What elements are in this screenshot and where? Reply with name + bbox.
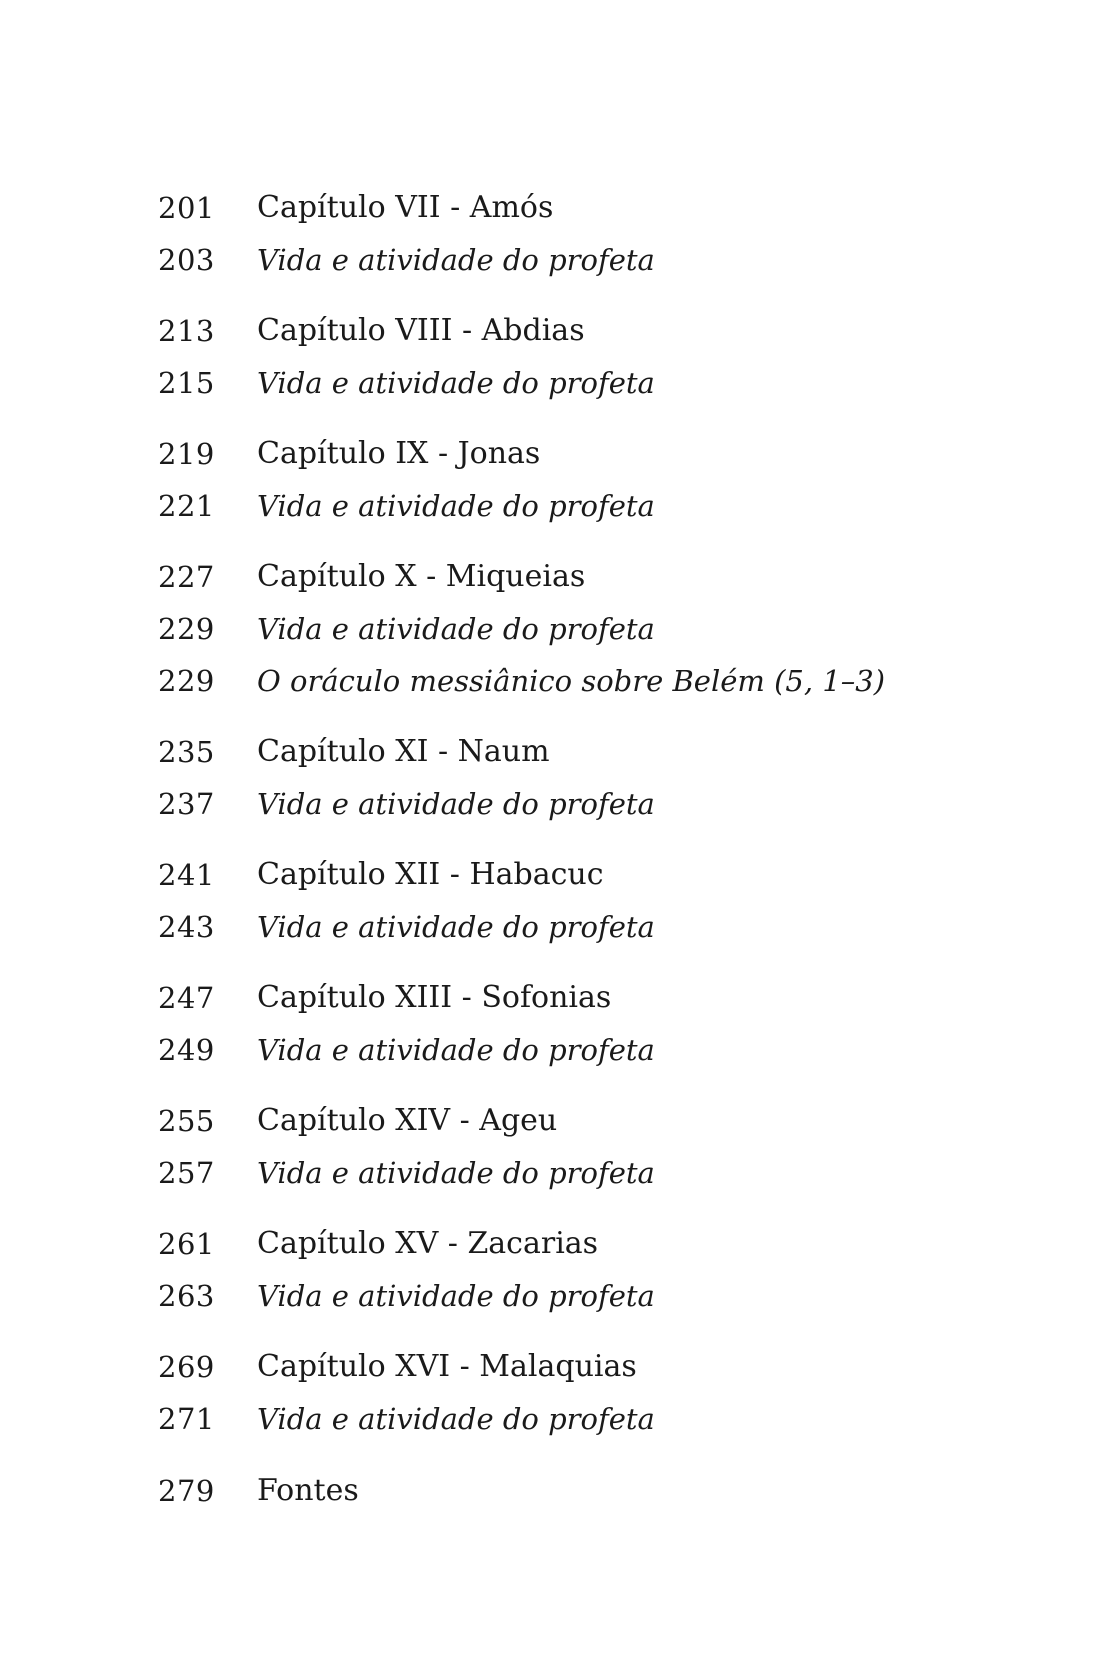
toc-entry [0, 234, 1103, 286]
toc-chapter-xiii [0, 972, 1103, 1076]
chapter-heading: Capítulo XVI - Malaquias [257, 1349, 637, 1384]
page-number: 215 [158, 366, 215, 400]
toc-entry [0, 849, 1103, 901]
section-heading: Vida e atividade do profeta [257, 612, 655, 646]
page-number: 279 [158, 1474, 215, 1508]
chapter-heading: Capítulo VII - Amós [257, 190, 554, 225]
page-number: 241 [158, 858, 215, 892]
toc-entry [0, 551, 1103, 603]
toc-chapter-xi [0, 726, 1103, 830]
page-number: 229 [158, 612, 215, 646]
chapter-heading: Capítulo XI - Naum [257, 734, 550, 769]
toc-entry [0, 726, 1103, 778]
section-heading: Vida e atividade do profeta [257, 1279, 655, 1313]
toc-entry [0, 357, 1103, 409]
toc-chapter-x [0, 551, 1103, 707]
section-heading: Vida e atividade do profeta [257, 1033, 655, 1067]
page-number: 271 [158, 1402, 215, 1436]
toc-entry [0, 778, 1103, 830]
toc-entry [0, 182, 1103, 234]
page-number: 229 [158, 664, 215, 698]
page-number: 213 [158, 314, 215, 348]
toc-entry [0, 1465, 1103, 1517]
section-heading: O oráculo messiânico sobre Belém (5, 1–3) [257, 664, 886, 698]
page-number: 243 [158, 910, 215, 944]
toc-entry [0, 1147, 1103, 1199]
toc-chapter-xv [0, 1218, 1103, 1322]
chapter-heading: Capítulo XV - Zacarias [257, 1226, 599, 1261]
toc-entry [0, 1341, 1103, 1393]
toc-entry [0, 972, 1103, 1024]
chapter-heading: Capítulo VIII - Abdias [257, 313, 585, 348]
toc-chapter-xiv [0, 1095, 1103, 1199]
section-heading: Vida e atividade do profeta [257, 489, 655, 523]
toc-entry [0, 901, 1103, 953]
toc-entry [0, 480, 1103, 532]
page-number: 237 [158, 787, 215, 821]
section-heading: Vida e atividade do profeta [257, 366, 655, 400]
page-number: 255 [158, 1104, 215, 1138]
chapter-heading: Capítulo XIV - Ageu [257, 1103, 558, 1138]
toc-chapter-viii [0, 305, 1103, 409]
page-number: 261 [158, 1227, 215, 1261]
section-heading: Vida e atividade do profeta [257, 787, 655, 821]
toc-chapter-xii [0, 849, 1103, 953]
toc-entry [0, 1024, 1103, 1076]
section-heading: Vida e atividade do profeta [257, 1402, 655, 1436]
toc-chapter-ix [0, 428, 1103, 532]
toc-entry [0, 305, 1103, 357]
toc-chapter-xvi [0, 1341, 1103, 1445]
section-heading: Vida e atividade do profeta [257, 1156, 655, 1190]
chapter-heading: Fontes [257, 1473, 359, 1508]
page-number: 247 [158, 981, 215, 1015]
toc-entry [0, 655, 1103, 707]
page-number: 263 [158, 1279, 215, 1313]
page-number: 235 [158, 735, 215, 769]
toc-chapter-vii [0, 182, 1103, 286]
section-heading: Vida e atividade do profeta [257, 910, 655, 944]
toc-entry [0, 1270, 1103, 1322]
chapter-heading: Capítulo X - Miqueias [257, 559, 586, 594]
page-number: 203 [158, 243, 215, 277]
page-number: 257 [158, 1156, 215, 1190]
page-number: 221 [158, 489, 215, 523]
chapter-heading: Capítulo XII - Habacuc [257, 857, 604, 892]
toc-entry [0, 603, 1103, 655]
page-number: 269 [158, 1350, 215, 1384]
page-number: 227 [158, 560, 215, 594]
chapter-heading: Capítulo IX - Jonas [257, 436, 541, 471]
toc-entry [0, 1218, 1103, 1270]
section-heading: Vida e atividade do profeta [257, 243, 655, 277]
toc-entry [0, 428, 1103, 480]
toc-sources [0, 1465, 1103, 1517]
toc-entry [0, 1095, 1103, 1147]
page-number: 219 [158, 437, 215, 471]
page-number: 249 [158, 1033, 215, 1067]
chapter-heading: Capítulo XIII - Sofonias [257, 980, 612, 1015]
page-number: 201 [158, 191, 215, 225]
toc-entry [0, 1393, 1103, 1445]
